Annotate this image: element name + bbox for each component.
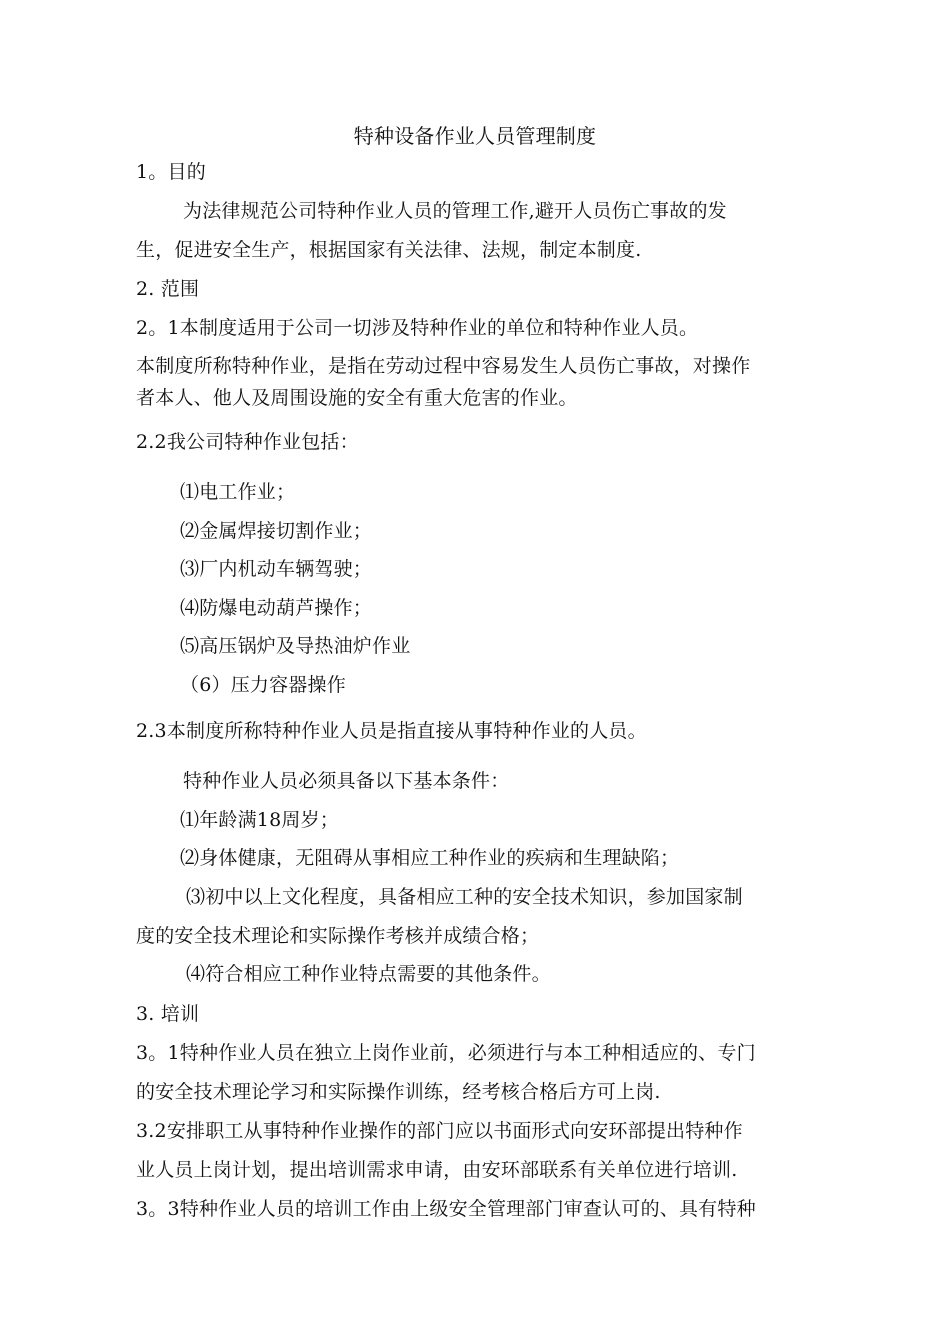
list-item: ⑶初中以上文化程度，具备相应工种的安全技术知识，参加国家制 — [186, 886, 743, 908]
paragraph-line: 生，促进安全生产，根据国家有关法律、法规，制定本制度. — [136, 239, 642, 261]
list-item: ⑸高压锅炉及导热油炉作业 — [180, 635, 411, 657]
list-item: ⑶厂内机动车辆驾驶； — [180, 558, 373, 580]
paragraph-line: 2.2我公司特种作业包括： — [136, 431, 359, 453]
paragraph-line: 者本人、他人及周围设施的安全有重大危害的作业。 — [136, 387, 578, 409]
paragraph-line: 2.3本制度所称特种作业人员是指直接从事特种作业的人员。 — [136, 720, 647, 742]
paragraph-line: 特种作业人员必须具备以下基本条件： — [183, 770, 510, 792]
paragraph-line: 本制度所称特种作业，是指在劳动过程中容易发生人员伤亡事故，对操作 — [136, 355, 751, 377]
paragraph-line: 2。1本制度适用于公司一切涉及特种作业的单位和特种作业人员。 — [136, 317, 699, 339]
paragraph-line: 为法律规范公司特种作业人员的管理工作,避开人员伤亡事故的发 — [183, 200, 727, 222]
paragraph-line: 度的安全技术理论和实际操作考核并成绩合格； — [136, 925, 540, 947]
paragraph-line: 业人员上岗计划，提出培训需求申请，由安环部联系有关单位进行培训. — [136, 1159, 738, 1181]
heading-2-scope: 2. 范围 — [136, 278, 200, 300]
list-item: ⑷防爆电动葫芦操作； — [180, 597, 373, 619]
list-item: ⑵金属焊接切割作业； — [180, 520, 373, 542]
list-item: ⑵身体健康，无阻碍从事相应工种作业的疾病和生理缺陷； — [180, 847, 680, 869]
heading-1-purpose: 1。目的 — [136, 161, 206, 183]
heading-3-training: 3. 培训 — [136, 1003, 200, 1025]
paragraph-line: 3。1特种作业人员在独立上岗作业前，必须进行与本工种相适应的、专门 — [136, 1042, 756, 1064]
list-item: ⑴电工作业； — [180, 481, 296, 503]
paragraph-line: 的安全技术理论学习和实际操作训练，经考核合格后方可上岗. — [136, 1081, 661, 1103]
paragraph-line: 3。3特种作业人员的培训工作由上级安全管理部门审查认可的、具有特种 — [136, 1198, 756, 1220]
paragraph-line: 3.2安排职工从事特种作业操作的部门应以书面形式向安环部提出特种作 — [136, 1120, 743, 1142]
list-item: ⑷符合相应工种作业特点需要的其他条件。 — [186, 963, 551, 985]
list-item: ⑴年龄满18周岁； — [180, 809, 339, 831]
document-title: 特种设备作业人员管理制度 — [353, 124, 597, 148]
list-item: （6）压力容器操作 — [180, 674, 346, 696]
